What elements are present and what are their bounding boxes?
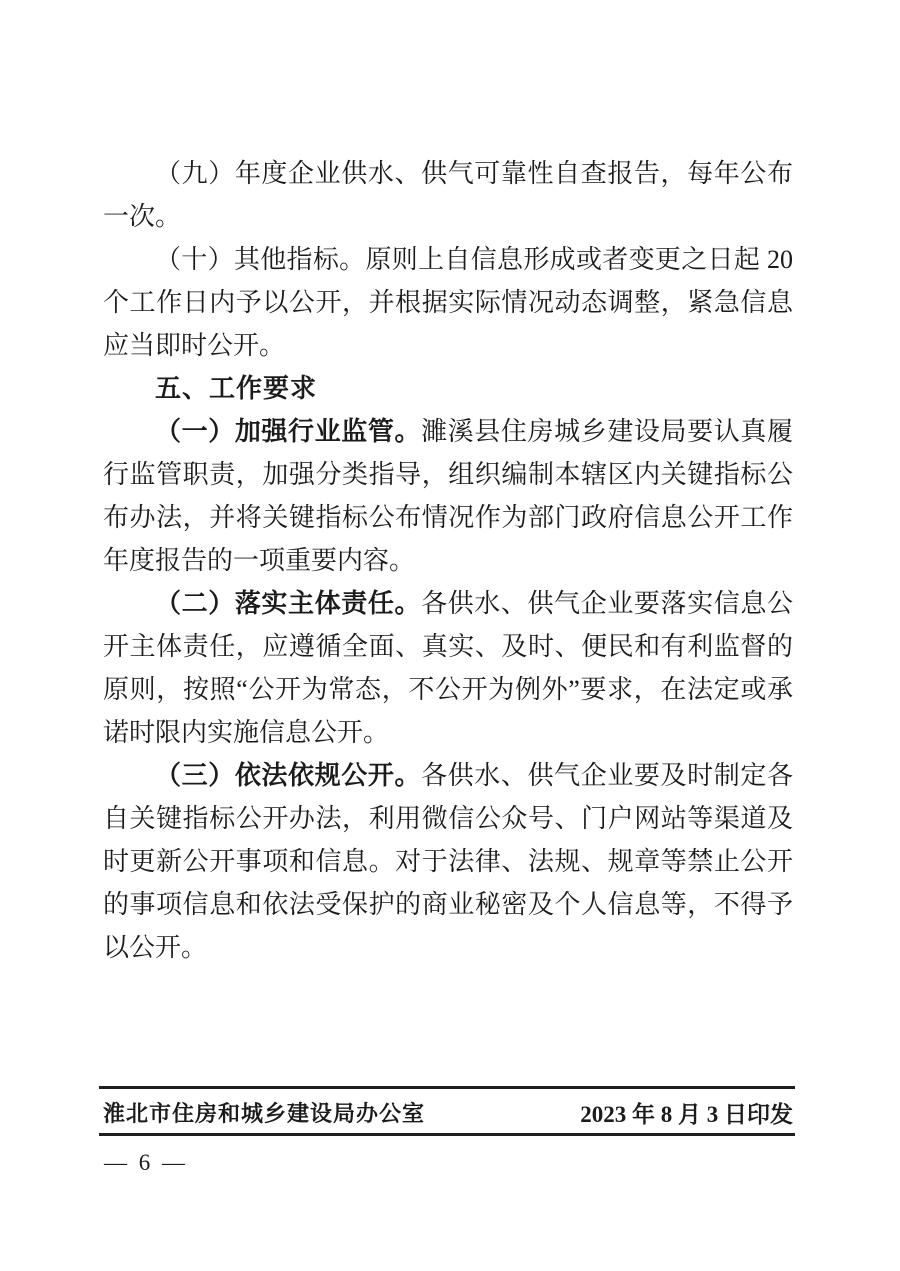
footer-issuer: 淮北市住房和城乡建设局办公室 — [103, 1100, 426, 1126]
document-body — [103, 152, 793, 969]
footer — [103, 1093, 793, 1131]
footer-bottom-rule — [99, 1133, 795, 1136]
page-number: — 6 — — [104, 1150, 188, 1175]
section-heading — [103, 367, 793, 410]
paragraph — [103, 582, 793, 754]
paragraph — [103, 238, 793, 367]
footer-print-date: 2023 年 8 月 3 日印发 — [580, 1101, 793, 1127]
footer-top-rule — [99, 1086, 795, 1089]
paragraph-text: 五、工作要求 — [155, 373, 318, 403]
paragraph — [103, 410, 793, 582]
paragraph-lead: （二）落实主体责任。 — [155, 589, 422, 618]
paragraph — [103, 754, 793, 969]
paragraph-text: 各供水、供气企业要及时制定各自关键指标公开办法，利用微信公众号、门户网站等渠道及时更新公开事项和信息。对于法律、法规、规章等禁止公开的事项信息和依法受保护的商业秘密及个人信息等，不得予以公开。 — [103, 761, 793, 962]
paragraph-text: （十）其他指标。原则上自信息形成或者变更之日起 20 个工作日内予以公开，并根据实际情况动态调整，紧急信息应当即时公开。 — [103, 245, 793, 360]
paragraph-text: 濉溪县住房城乡建设局要认真履行监管职责，加强分类指导，组织编制本辖区内关键指标公布办法，并将关键指标公布情况作为部门政府信息公开工作年度报告的一项重要内容。 — [103, 417, 793, 575]
paragraph-text: 各供水、供气企业要落实信息公开主体责任，应遵循全面、真实、及时、便民和有利监督的原则，按照“公开为常态，不公开为例外”要求，在法定或承诺时限内实施信息公开。 — [103, 589, 793, 747]
paragraph — [103, 152, 793, 238]
paragraph-lead: （一）加强行业监管。 — [155, 417, 422, 446]
paragraph-text: （九）年度企业供水、供气可靠性自查报告，每年公布一次。 — [103, 159, 793, 231]
paragraph-lead: （三）依法依规公开。 — [155, 761, 422, 790]
